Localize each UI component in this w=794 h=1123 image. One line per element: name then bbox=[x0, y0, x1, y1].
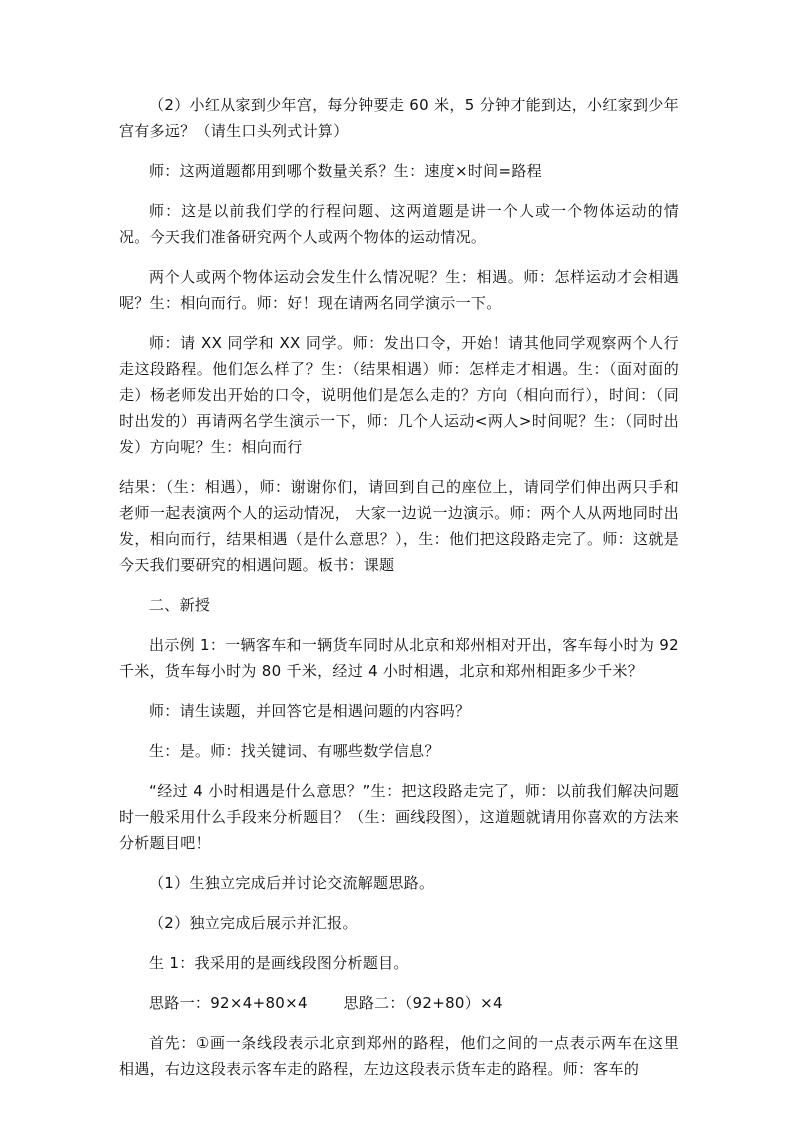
paragraph-example-1: 出示例 1：一辆客车和一辆货车同时从北京和郑州相对开出，客车每小时为 92 千米，货车每小时为 80 千米，经过 4 小时相遇，北京和郑州相距多少千米？ bbox=[119, 636, 679, 680]
paragraph-meeting-situation: 两个人或两个物体运动会发生什么情况呢？生：相遇。师：怎样运动才会相遇呢？生：相向而行。师：好！现在请两名同学演示一下。 bbox=[119, 268, 679, 312]
paragraph-student-1: 生 1：我采用的是画线段图分析题目。 bbox=[149, 954, 409, 972]
paragraph-meaning-4-hours: “经过 4 小时相遇是什么意思？”生：把这段路走完了，师：以前我们解决问题时一般采用什么手段来分析题目？（生：画线段图），这道题就请用你喜欢的方法来分析题目吧！ bbox=[119, 782, 679, 852]
document-body bbox=[119, 92, 679, 1096]
paragraph-demonstration: 师：请 XX 同学和 XX 同学。师：发出口令，开始！请其他同学观察两个人行走这段路程。他们怎么样了？生：（结果相遇）师：怎样走才相遇。生：（面对面的走）杨老师发出开始的口令，说明他们是怎么走的？方向（相向而行），时间：（同时出发的）再请两名学生演示一下，师：几个人运动<两人>时间呢？生：（同时出发）方向呢？生：相向而行 bbox=[119, 334, 679, 456]
paragraph-quantity-relation: 师：这两道题都用到哪个数量关系？生：速度×时间=路程 bbox=[149, 162, 542, 180]
section-heading-new-lesson: 二、新授 bbox=[149, 596, 211, 614]
paragraph-read-question: 师：请生读题，并回答它是相遇问题的内容吗？ bbox=[149, 702, 471, 720]
paragraph-problem-2: （2）小红从家到少年宫，每分钟要走 60 米，5 分钟才能到达，小红家到少年宫有多远？（请生口头列式计算） bbox=[119, 96, 679, 140]
paragraph-keywords: 生：是。师：找关键词、有哪些数学信息？ bbox=[149, 742, 440, 760]
paragraph-travel-problem: 师：这是以前我们学的行程问题、这两道题是讲一个人或一个物体运动的情况。今天我们准备研究两个人或两个物体的运动情况。 bbox=[119, 202, 679, 246]
paragraph-line-diagram: 首先：①画一条线段表示北京到郑州的路程，他们之间的一点表示两车在这里相遇，右边这段表示客车走的路程，左边这段表示货车走的路程。师：客车的 bbox=[119, 1034, 679, 1078]
paragraph-step-1: （1）生独立完成后并讨论交流解题思路。 bbox=[149, 874, 435, 892]
paragraph-step-2: （2）独立完成后展示并汇报。 bbox=[149, 914, 358, 932]
paragraph-solution-ideas: 思路一：92×4+80×4 思路二：（92+80）×4 bbox=[149, 994, 503, 1012]
paragraph-result: 结果：（生：相遇），师：谢谢你们，请回到自己的座位上，请同学们伸出两只手和老师一起表演两个人的运动情况， 大家一边说一边演示。师：两个人从两地同时出发，相向而行，结果相遇（是什么意思？），生：他们把这段路走完了。师：这就是今天我们要研究的相遇问题。板书：课题 bbox=[119, 478, 679, 574]
